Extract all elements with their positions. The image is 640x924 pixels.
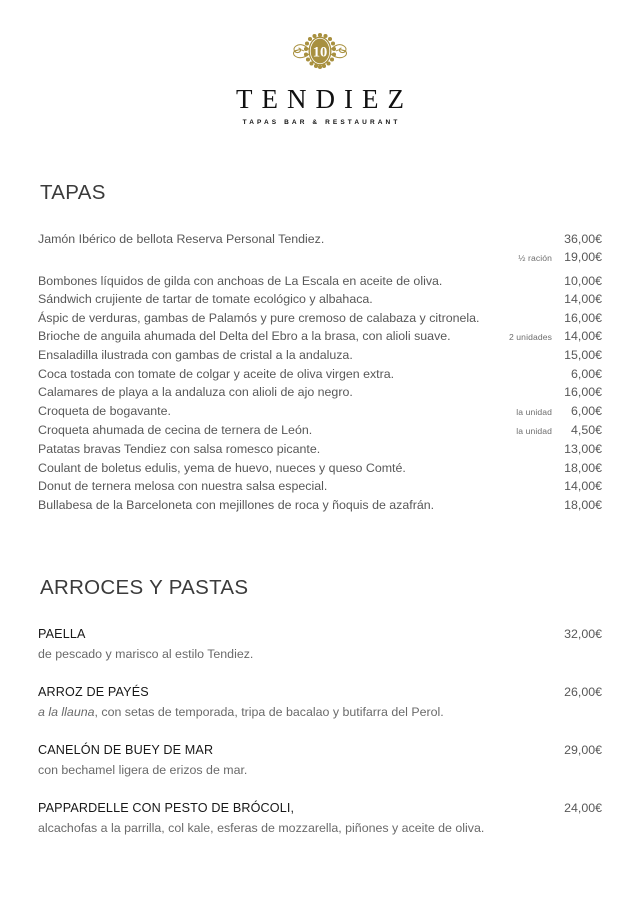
tapas-item-name: Croqueta de bogavante. [38, 403, 171, 418]
dish-item [38, 626, 602, 663]
tapas-item-name: Coca tostada con tomate de colgar y aceite de oliva virgen extra. [38, 366, 395, 381]
tapas-item-price: 16,00€ [564, 310, 602, 325]
tapas-item-name: Patatas bravas Tendiez con salsa romesco picante. [38, 442, 321, 457]
section-tapas [38, 180, 602, 515]
dish-description [38, 761, 602, 779]
tapas-item-sub-price: 19,00€ [564, 250, 602, 265]
tapas-item-name: Coulant de boletus edulis, yema de huevo, nueces y queso Comté. [38, 460, 406, 475]
dish-description-rest: , con setas de temporada, tripa de bacalao y butifarra del Perol. [94, 704, 444, 719]
brand-tagline: TAPAS BAR & RESTAURANT [242, 119, 401, 126]
dish-price: 26,00€ [564, 684, 602, 699]
dish-title: ARROZ DE PAYÉS [38, 684, 149, 699]
dish-title: PAPPARDELLE CON PESTO DE BRÓCOLI, [38, 800, 295, 815]
tapas-row [38, 346, 602, 364]
menu-sheet [0, 180, 640, 837]
section-arroces-y-pastas [38, 578, 602, 837]
tapas-price-cell [542, 309, 602, 327]
tapas-item-price: 13,00€ [564, 442, 602, 457]
dish-price: 32,00€ [564, 626, 602, 641]
dish-item [38, 742, 602, 779]
dish-price: 29,00€ [564, 742, 602, 757]
dish-price: 24,00€ [564, 800, 602, 815]
tapas-item-name: Jamón Ibérico de bellota Reserva Personal Tendiez. [38, 232, 325, 246]
tapas-row [38, 477, 602, 495]
tapas-item-price: 6,00€ [570, 366, 602, 381]
tapas-item-price: 14,00€ [564, 329, 602, 344]
dish-head [38, 684, 602, 701]
tapas-price-cell [542, 383, 602, 401]
tapas-item-qualifier: 2 unidades [508, 332, 552, 343]
tapas-row [38, 383, 602, 401]
tapas-item-name: Croqueta ahumada de cecina de ternera de León. [38, 423, 313, 438]
tapas-item-price: 15,00€ [564, 348, 602, 363]
tapas-item-price: 16,00€ [564, 385, 602, 400]
tapas-item-price: 6,00€ [570, 403, 602, 418]
section-title-tapas: TAPAS [40, 180, 106, 204]
tendiez-emblem-icon [289, 30, 351, 72]
tapas-item-qualifier: la unidad [516, 426, 552, 437]
tapas-item-name: Calamares de playa a la andaluza con alioli de ajo negro. [38, 385, 353, 400]
tapas-price-cell [542, 459, 602, 477]
tapas-item-name: Bombones líquidos de gilda con anchoas de La Escala en aceite de oliva. [38, 273, 443, 288]
dish-head [38, 800, 602, 817]
tapas-row [38, 290, 602, 308]
dish-description-rest: alcachofas a la parrilla, col kale, esferas de mozzarella, piñones y aceite de oliva. [38, 820, 485, 835]
tapas-row [38, 402, 602, 421]
tapas-row [38, 496, 602, 514]
tapas-item-qualifier: la unidad [516, 406, 552, 417]
dish-description [38, 703, 602, 721]
tapas-list [38, 230, 602, 514]
tapas-subprice-row [38, 248, 602, 267]
tapas-price-cell [499, 327, 602, 346]
tapas-price-cell [542, 496, 602, 514]
tapas-item-name: Donut de ternera melosa con nuestra salsa especial. [38, 479, 328, 494]
tapas-price-cell [506, 421, 602, 440]
tapas-row [38, 309, 602, 327]
tapas-price-cell [542, 346, 602, 364]
tapas-item-name: Áspic de verduras, gambas de Palamós y pure cremoso de calabaza y citronela. [38, 310, 480, 325]
tapas-item-price: 10,00€ [564, 273, 602, 288]
tapas-price-cell [542, 477, 602, 495]
dish-title: CANELÓN DE BUEY DE MAR [38, 742, 214, 757]
tapas-row [38, 327, 602, 346]
tapas-item-name: Ensaladilla ilustrada con gambas de cristal a la andaluza. [38, 348, 353, 363]
emblem-number: 10 [312, 44, 328, 61]
tapas-item-name: Sándwich crujiente de tartar de tomate ecológico y albahaca. [38, 292, 373, 307]
tapas-price-cell [542, 440, 602, 458]
tapas-price-cell [542, 272, 602, 290]
tapas-price-cell [542, 290, 602, 308]
dish-description [38, 819, 602, 837]
tapas-item-price: 14,00€ [564, 479, 602, 494]
tapas-item-name: Bullabesa de la Barceloneta con mejillones de roca y ñoquis de azafrán. [38, 497, 435, 512]
tapas-price-cell [506, 402, 602, 421]
tapas-row [38, 459, 602, 477]
tapas-row [38, 440, 602, 458]
tapas-item-price: 18,00€ [564, 497, 602, 512]
dish-description-rest: con bechamel ligera de erizos de mar. [38, 762, 248, 777]
tapas-item-sub-qualifier: ½ ración [518, 253, 552, 264]
dish-item [38, 800, 602, 837]
dish-description-italic: a la llauna [38, 704, 95, 719]
tapas-price-cell [546, 230, 602, 248]
tapas-row [38, 230, 602, 248]
dish-title: PAELLA [38, 626, 86, 641]
dish-head [38, 742, 602, 759]
tapas-item-price: 18,00€ [564, 460, 602, 475]
dish-item [38, 684, 602, 721]
tapas-item-price: 14,00€ [564, 292, 602, 307]
section-title-arroces: ARROCES Y PASTAS [40, 576, 249, 600]
dish-description-rest: de pescado y marisco al estilo Tendiez. [38, 646, 254, 661]
tapas-price-cell [542, 365, 602, 383]
tapas-row [38, 421, 602, 440]
brand-wordmark: TENDIEZ [236, 84, 413, 114]
dish-description [38, 645, 602, 663]
tapas-item-name: Brioche de anguila ahumada del Delta del Ebro a la brasa, con alioli suave. [38, 329, 451, 344]
tapas-item-price: 4,50€ [570, 423, 602, 438]
tapas-row [38, 272, 602, 290]
tapas-row [38, 365, 602, 383]
brand-header [0, 0, 640, 127]
tapas-item-price: 36,00€ [564, 232, 602, 246]
dish-head [38, 626, 602, 643]
